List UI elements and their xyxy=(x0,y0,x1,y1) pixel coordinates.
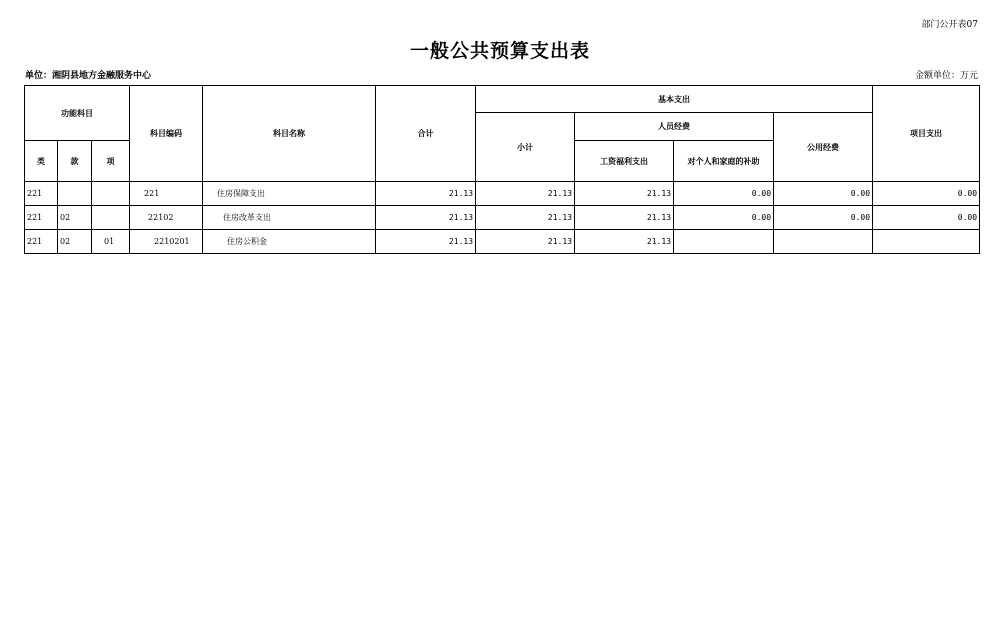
header-public: 公用经费 xyxy=(774,113,873,182)
cell-total: 21.13 xyxy=(376,206,476,230)
header-total: 合计 xyxy=(376,86,476,182)
cell-code: 221 xyxy=(130,182,203,206)
cell-kuan xyxy=(58,182,92,206)
page-title: 一般公共预算支出表 xyxy=(409,40,590,62)
cell-wages: 21.13 xyxy=(575,206,674,230)
header-kuan: 款 xyxy=(58,141,92,182)
cell-total: 21.13 xyxy=(376,182,476,206)
cell-lei: 221 xyxy=(25,230,58,254)
table-row xyxy=(25,182,980,206)
header-xiang: 项 xyxy=(92,141,130,182)
unit-label: 单位：湘阴县地方金融服务中心 xyxy=(25,71,152,81)
cell-lei: 221 xyxy=(25,182,58,206)
header-func-subject: 功能科目 xyxy=(25,86,130,141)
cell-total: 21.13 xyxy=(376,230,476,254)
cell-name: 住房改革支出 xyxy=(203,206,376,230)
cell-lei: 221 xyxy=(25,206,58,230)
header-project: 项目支出 xyxy=(873,86,980,182)
cell-subtotal: 21.13 xyxy=(476,230,575,254)
cell-subsidy xyxy=(674,230,774,254)
header-basic: 基本支出 xyxy=(476,86,873,113)
cell-subsidy: 0.00 xyxy=(674,206,774,230)
cell-project: 0.00 xyxy=(873,206,980,230)
cell-public: 0.00 xyxy=(774,206,873,230)
cell-subtotal: 21.13 xyxy=(476,182,575,206)
header-name: 科目名称 xyxy=(203,86,376,182)
cell-wages: 21.13 xyxy=(575,182,674,206)
header-subtotal: 小计 xyxy=(476,113,575,182)
cell-xiang xyxy=(92,182,130,206)
header-lei: 类 xyxy=(25,141,58,182)
cell-subtotal: 21.13 xyxy=(476,206,575,230)
cell-kuan: 02 xyxy=(58,206,92,230)
cell-subsidy: 0.00 xyxy=(674,182,774,206)
header-personnel: 人员经费 xyxy=(575,113,774,141)
cell-project xyxy=(873,230,980,254)
cell-project: 0.00 xyxy=(873,182,980,206)
cell-name: 住房公积金 xyxy=(203,230,376,254)
header-subsidy: 对个人和家庭的补助 xyxy=(674,141,774,182)
header-wages: 工资福利支出 xyxy=(575,141,674,182)
table-row xyxy=(25,230,980,254)
cell-public xyxy=(774,230,873,254)
cell-public: 0.00 xyxy=(774,182,873,206)
cell-xiang: 01 xyxy=(92,230,130,254)
cell-code: 22102 xyxy=(130,206,203,230)
cell-wages: 21.13 xyxy=(575,230,674,254)
cell-code: 2210201 xyxy=(130,230,203,254)
cell-name: 住房保障支出 xyxy=(203,182,376,206)
header-code: 科目编码 xyxy=(130,86,203,182)
budget-table xyxy=(24,85,980,254)
table-row xyxy=(25,206,980,230)
money-unit-label: 金额单位：万元 xyxy=(914,71,978,81)
form-code: 部门公开表07 xyxy=(921,20,978,30)
cell-xiang xyxy=(92,206,130,230)
cell-kuan: 02 xyxy=(58,230,92,254)
